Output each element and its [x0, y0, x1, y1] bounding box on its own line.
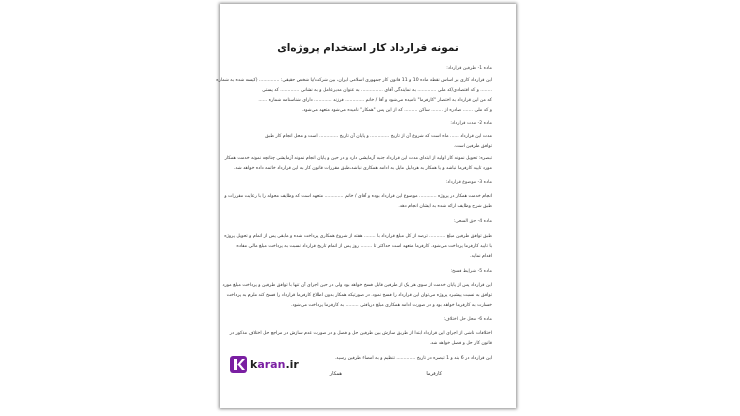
paragraph-line: اقدام نماید. — [470, 254, 492, 259]
employee-signature-label: همکار — [329, 371, 342, 377]
paragraph-line: این قرارداد کاری بر اساس نقطه ماده 10 و 11 قانون کار جمهوری اسلامی ایران، بین شرکت/یا شخص حقیقی: .............. (کیسه شده به شماره — [216, 78, 492, 83]
paragraph-line: طبق شرح وظایف ارائه شده به ایشان انجام دهد. — [398, 204, 492, 209]
closing-line: این قرارداد در 6 بند و 1 تبصره در تاریخ ............. تنظیم و به امضاء طرفین رسید. — [334, 356, 492, 361]
document-title: نمونه قرارداد کار استخدام پروژه‌ای — [277, 42, 459, 54]
karan-logo-text — [250, 358, 299, 371]
paragraph-line: توافق طرفین است. — [453, 144, 492, 149]
paragraph-line: اختلافات ناشی از اجرای این قرارداد ابتدا از طریق سازش بین طرفین حل و فصل و در صورت عدم سازش در مراجع حل اختلاف مذکور در — [229, 331, 492, 336]
paragraph-line: با تایید کارفرما پرداخت می‌شود. کارفرما متعهد است حداکثر تا ........ روز پس از اتمام تاریخ قرارداد نسبت به پرداخت مبلغ مالی مفاده — [236, 244, 492, 249]
paragraph-line: خسارت به کارفرما خواهد بود و در صورت ادامه همکاری مبلغ دریافتی ......... به کارفرما پرداخت می‌شود. — [291, 303, 492, 308]
contract-document — [216, 4, 516, 408]
section-heading-1: ماده 1- طرفین قرارداد: — [446, 66, 492, 71]
karan-logo-icon — [230, 356, 247, 373]
paragraph-line: مورد تایید کارفرما نباشد و یا همکار به هردلیل مایل به ادامه همکاری نباشد،طبق مقررات قانون کار به این قرارداد خاتمه داده خواهد شد. — [233, 166, 492, 171]
section-heading-2: ماده 2- مدت قرارداد: — [450, 121, 492, 126]
paragraph-line: تبصره: تحویل نمونه کار اولیه از ابتدای مدت این قرارداد جنبه آزمایشی دارد و در حین و پایان انجام نمونه آزمایشی چنانچه نمونه خدمت همکار — [224, 156, 492, 161]
paragraph-line: طبق توافق طرفین مبلغ ........... ترصد از کل مبلغ قرارداد با ........ هفته از شروع همکاری پرداخت شده و مابقی پس از اتمام و تحویل پروژه — [224, 234, 492, 239]
paragraph-line: این قرارداد پس از پایان خدمت از سوی هر یک از طرفین قابل فسخ خواهد بود ولی در حین اجرای آن تنها با توافق طرفین و پرداخت مبلغ مورد — [222, 283, 492, 288]
paragraph-line: توافق به نسبت پیشبرد پروژه می‌توان این قرارداد را فسخ نمود. در صورتیکه همکار بدون اطلاع کارفرما قرارداد را فسخ کند ملزم به پرداخت — [226, 293, 492, 298]
paragraph-line: انجام خدمت همکار در پروژه ............ موضوع این قرارداد بوده و آقای / خانم ............. متعهد است که وظایف محوله را با رعایت مقررات و — [224, 194, 492, 199]
logo-brand-accent: aran — [257, 358, 286, 371]
paragraph-line: که من این قرارداد به اختصار "کارفرما" نامیده می‌شود و آقا / خانم ............. فرزند ............ دارای شناسنامه شماره ...... — [258, 98, 492, 103]
section-heading-6: ماده 6- محل حل اختلاف: — [443, 317, 492, 322]
section-heading-5: ماده 5- شرایط فسخ: — [450, 269, 492, 274]
paragraph-line: مدت این قرارداد ...... ماه است که شروع آن از تاریخ ............. و پایان آن تاریخ ............. است و محل انجام کار طبق — [265, 134, 492, 139]
karan-logo — [230, 356, 302, 376]
paragraph-line: قانون کار حل و فصل خواهد شد. — [429, 341, 492, 346]
employer-signature-label: کارفرما — [426, 371, 442, 377]
logo-brand-prefix: k — [250, 358, 258, 371]
section-heading-4: ماده 4- حق السعی: — [453, 219, 492, 224]
paragraph-line: و کد ملی ....... صادره از ........ ساکن ......... که از این پس "همکار" نامیده می‌شود متعهد می‌شود. — [301, 108, 492, 113]
logo-brand-suffix: .ir — [285, 358, 299, 371]
paragraph-line: ........ و کد اقتصادی/کد ملی ............. به نمایندگی آقای ............... به عنوان مدیرعامل و به نشانی ............. کد پستی — [262, 88, 492, 93]
section-heading-3: ماده 3- موضوع قرارداد: — [445, 180, 492, 185]
